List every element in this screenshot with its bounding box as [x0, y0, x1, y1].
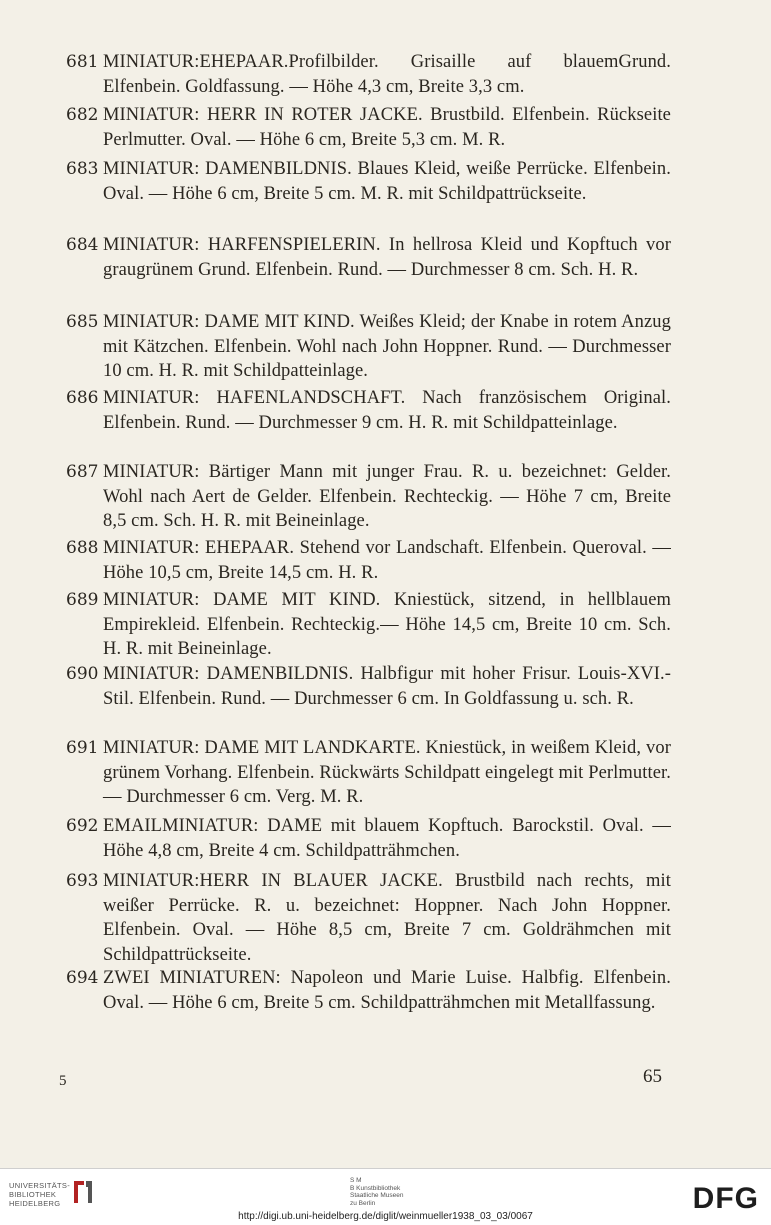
- catalog-entry: [66, 662, 671, 711]
- credit-line: S M: [350, 1177, 362, 1184]
- dfg-logo[interactable]: DFG: [692, 1182, 759, 1215]
- entry-number: 693: [66, 871, 99, 891]
- catalog-entry: [66, 814, 671, 863]
- catalog-entry: [66, 50, 671, 99]
- library-logo-icon: [70, 1177, 96, 1207]
- signature-mark: 5: [59, 1073, 67, 1089]
- entry-text: MINIATUR: DAME MIT LANDKARTE. Kniestück, in weißem Kleid, vor grünem Vorhang. Elfenbein. Rückwärts Schildpatt eingelegt mit Perlmutter. — Durchmesser 6 cm. Verg. M. R.: [103, 738, 671, 807]
- entry-number: 688: [66, 538, 99, 558]
- credit-line: Staatliche Museen: [350, 1192, 404, 1199]
- museum-credit[interactable]: [350, 1177, 420, 1207]
- catalog-entry: [66, 157, 671, 206]
- entry-number: 690: [66, 664, 99, 684]
- entry-text: ZWEI MINIATUREN: Napoleon und Marie Luise. Halbfig. Elfenbein. Oval. — Höhe 6 cm, Breite 5 cm. Schildpatträhmchen mit Metallfassung.: [103, 968, 671, 1013]
- viewer-footer: [0, 1168, 771, 1225]
- entry-number: 685: [66, 312, 99, 332]
- entry-text: MINIATUR:EHEPAAR.Profilbilder. Grisaille auf blauemGrund. Elfenbein. Goldfassung. — Höhe 4,3 cm, Breite 3,3 cm.: [103, 52, 671, 97]
- permalink[interactable]: http://digi.ub.uni-heidelberg.de/diglit/weinmueller1938_03_03/0067: [238, 1211, 533, 1222]
- entry-number: 691: [66, 738, 99, 758]
- entry-text: MINIATUR: HAFENLANDSCHAFT. Nach französischem Original. Elfenbein. Rund. — Durchmesser 9 cm. H. R. mit Schildpatteinlage.: [103, 388, 671, 433]
- entry-text: MINIATUR: Bärtiger Mann mit junger Frau. R. u. bezeichnet: Gelder. Wohl nach Aert de Gelder. Elfenbein. Rechteckig. — Höhe 7 cm, Breite 8,5 cm. Sch. H. R. mit Beineinlage.: [103, 462, 671, 531]
- entry-number: 694: [66, 968, 99, 988]
- library-line: HEIDELBERG: [9, 1199, 61, 1208]
- library-line: BIBLIOTHEK: [9, 1190, 57, 1199]
- catalog-entry: [66, 386, 671, 435]
- catalog-entry: [66, 460, 671, 534]
- catalog-entry: [66, 103, 671, 152]
- entry-text: MINIATUR: HARFENSPIELERIN. In hellrosa Kleid und Kopftuch vor graugrünem Grund. Elfenbein. Rund. — Durchmesser 8 cm. Sch. H. R.: [103, 235, 671, 280]
- credit-line: B Kunstbibliothek: [350, 1184, 401, 1192]
- catalog-entry: [66, 588, 671, 662]
- entry-number: 682: [66, 105, 99, 125]
- catalog-entry: [66, 966, 671, 1015]
- library-line: UNIVERSITÄTS-: [9, 1181, 70, 1190]
- entry-text: MINIATUR: DAME MIT KIND. Kniestück, sitzend, in hellblauem Empirekleid. Elfenbein. Rechteckig.— Höhe 14,5 cm, Breite 10 cm. Sch. H. R. mit Beineinlage.: [103, 590, 671, 659]
- entry-number: 687: [66, 462, 99, 482]
- entry-text: MINIATUR: DAME MIT KIND. Weißes Kleid; der Knabe in rotem Anzug mit Kätzchen. Elfenbein. Wohl nach John Hoppner. Rund. — Durchmesser 10 cm. H. R. mit Schildpatteinlage.: [103, 312, 671, 381]
- entry-text: MINIATUR: DAMENBILDNIS. Blaues Kleid, weiße Perrücke. Elfenbein. Oval. — Höhe 6 cm, Breite 5 cm. M. R. mit Schildpattrückseite.: [103, 159, 671, 204]
- entry-number: 689: [66, 590, 99, 610]
- entry-number: 681: [66, 52, 99, 72]
- entry-text: MINIATUR: DAMENBILDNIS. Halbfigur mit hoher Frisur. Louis-XVI.-Stil. Elfenbein. Rund. — Durchmesser 6 cm. In Goldfassung u. sch. R.: [103, 664, 671, 709]
- library-name[interactable]: [9, 1181, 70, 1208]
- entry-text: EMAILMINIATUR: DAME mit blauem Kopftuch. Barockstil. Oval. — Höhe 4,8 cm, Breite 4 cm. Schildpatträhmchen.: [103, 816, 671, 861]
- entry-number: 692: [66, 816, 99, 836]
- entry-text: MINIATUR: HERR IN ROTER JACKE. Brustbild. Elfenbein. Rückseite Perlmutter. Oval. — Höhe 6 cm, Breite 5,3 cm. M. R.: [103, 105, 671, 150]
- catalog-entry: [66, 869, 671, 967]
- entry-number: 686: [66, 388, 99, 408]
- entry-text: MINIATUR:HERR IN BLAUER JACKE. Brustbild nach rechts, mit weißer Perrücke. R. u. bezeichnet: Hoppner. Nach John Hoppner. Elfenbein. Oval. — Höhe 8,5 cm, Breite 7 cm. Goldrähmchen mit Schildpattrückseite.: [103, 871, 671, 965]
- credit-line: zu Berlin: [350, 1199, 376, 1207]
- page-number: 65: [643, 1066, 662, 1087]
- catalog-entry: [66, 736, 671, 810]
- entry-number: 684: [66, 235, 99, 255]
- catalog-entry: [66, 310, 671, 384]
- catalog-entry: [66, 536, 671, 585]
- entry-number: 683: [66, 159, 99, 179]
- entry-text: MINIATUR: EHEPAAR. Stehend vor Landschaft. Elfenbein. Queroval. — Höhe 10,5 cm, Breite 14,5 cm. H. R.: [103, 538, 671, 583]
- catalog-entry: [66, 233, 671, 282]
